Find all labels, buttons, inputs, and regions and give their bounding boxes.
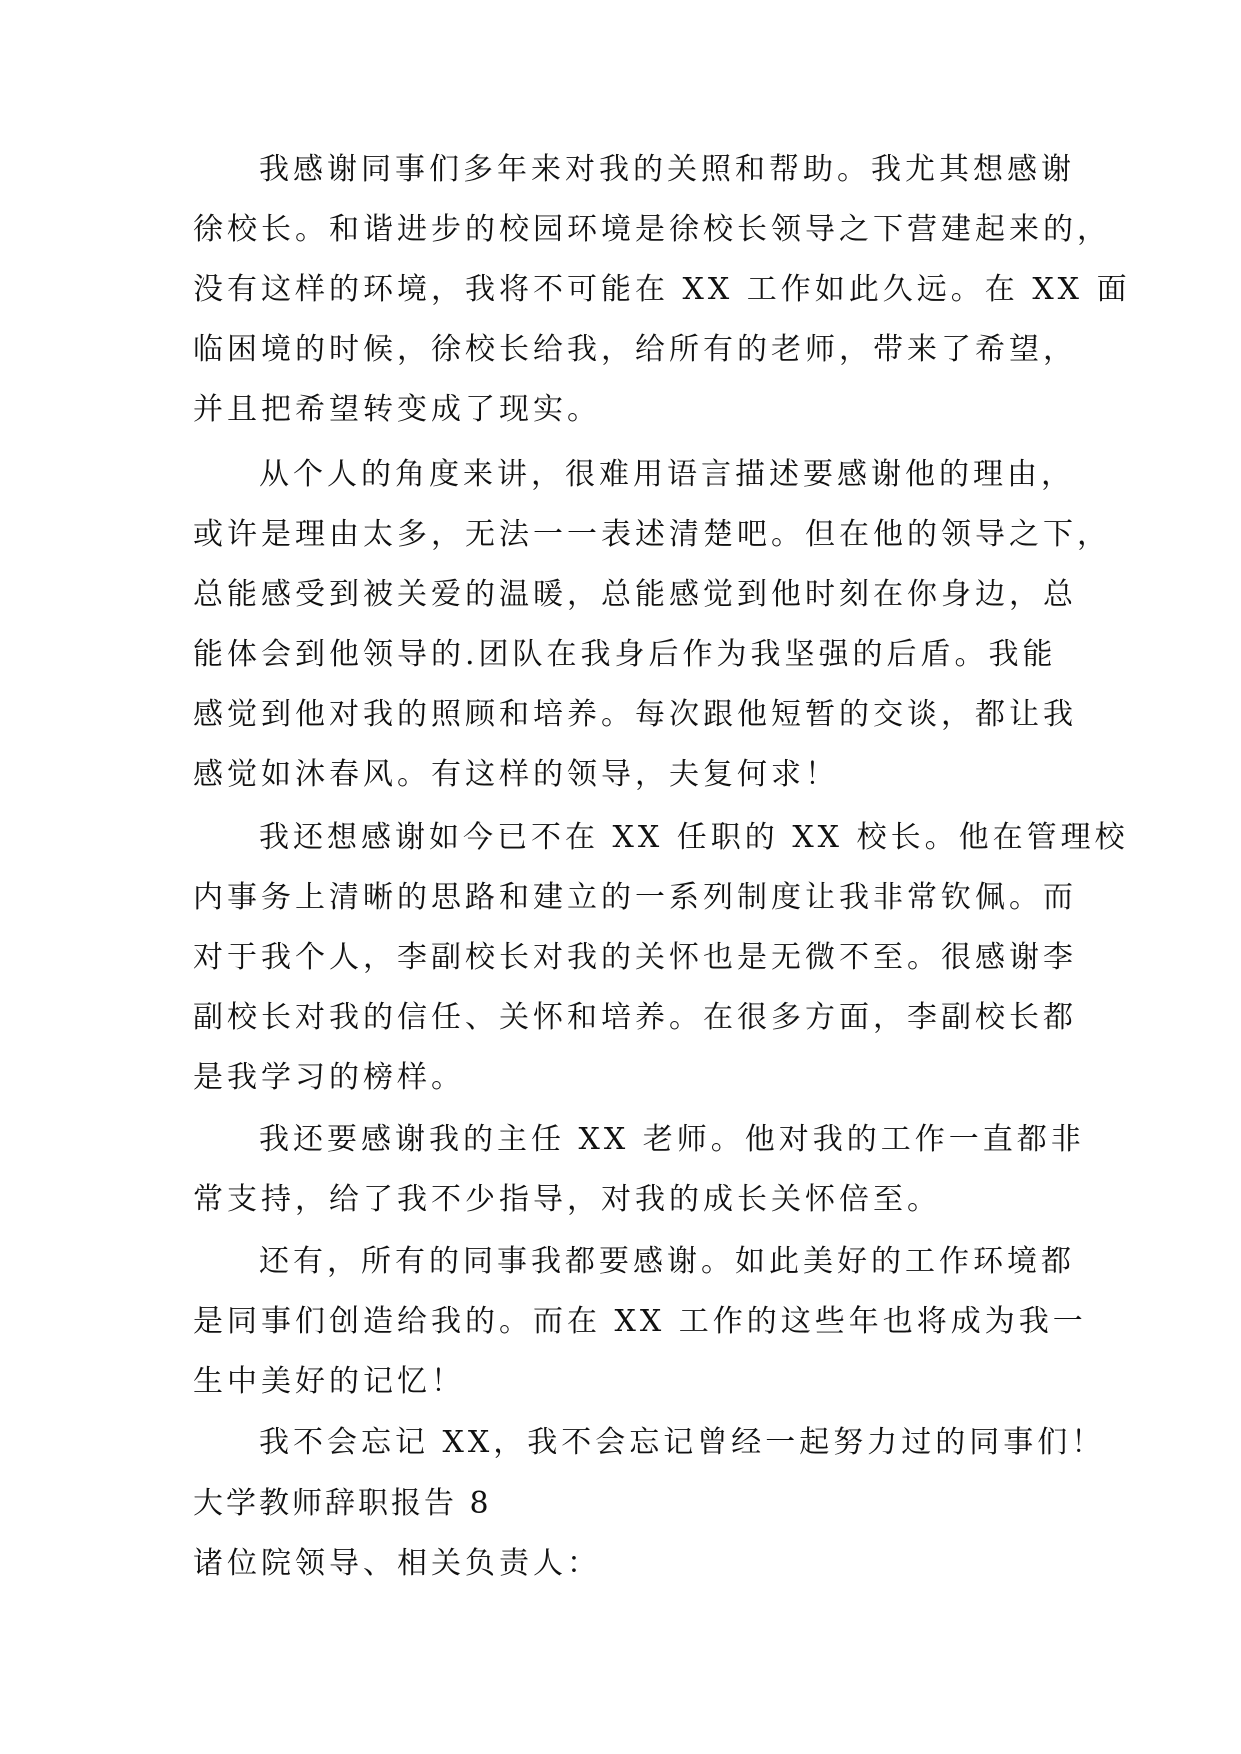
text-line: 我还要感谢我的主任 XX 老师。他对我的工作一直都非 xyxy=(259,1122,1085,1157)
text-line: 是同事们创造给我的。而在 XX 工作的这些年也将成为我一 xyxy=(193,1304,1087,1339)
text-line: 感觉如沐春风。有这样的领导，夫复何求！ xyxy=(193,757,839,792)
text-line: 副校长对我的信任、关怀和培养。在很多方面，李副校长都 xyxy=(193,1000,1077,1035)
text-line: 常支持，给了我不少指导，对我的成长关怀倍至。 xyxy=(193,1182,941,1217)
text-line: 还有，所有的同事我都要感谢。如此美好的工作环境都 xyxy=(259,1244,1075,1279)
text-line: 从个人的角度来讲，很难用语言描述要感谢他的理由， xyxy=(259,457,1075,492)
text-line: 生中美好的记忆！ xyxy=(193,1364,465,1399)
text-line: 徐校长。和谐进步的校园环境是徐校长领导之下营建起来的， xyxy=(193,212,1111,247)
text-line: 我感谢同事们多年来对我的关照和帮助。我尤其想感谢 xyxy=(259,152,1075,187)
text-line: 我不会忘记 XX，我不会忘记曾经一起努力过的同事们！ xyxy=(259,1425,1106,1460)
section-title: 大学教师辞职报告 8 xyxy=(193,1486,492,1521)
text-line: 总能感受到被关爱的温暖，总能感觉到他时刻在你身边，总 xyxy=(193,577,1077,612)
text-line: 或许是理由太多，无法一一表述清楚吧。但在他的领导之下， xyxy=(193,517,1111,552)
text-line: 没有这样的环境，我将不可能在 XX 工作如此久远。在 XX 面 xyxy=(193,272,1131,307)
text-line: 并且把希望转变成了现实。 xyxy=(193,392,601,427)
text-line: 是我学习的榜样。 xyxy=(193,1060,465,1095)
text-line: 对于我个人，李副校长对我的关怀也是无微不至。很感谢李 xyxy=(193,940,1077,975)
text-line: 我还想感谢如今已不在 XX 任职的 XX 校长。他在管理校 xyxy=(259,820,1129,855)
text-line: 感觉到他对我的照顾和培养。每次跟他短暂的交谈，都让我 xyxy=(193,697,1077,732)
text-line: 能体会到他领导的.团队在我身后作为我坚强的后盾。我能 xyxy=(193,637,1057,672)
salutation: 诸位院领导、相关负责人： xyxy=(193,1546,601,1581)
text-line: 内事务上清晰的思路和建立的一系列制度让我非常钦佩。而 xyxy=(193,880,1077,915)
text-line: 临困境的时候，徐校长给我，给所有的老师，带来了希望， xyxy=(193,332,1077,367)
